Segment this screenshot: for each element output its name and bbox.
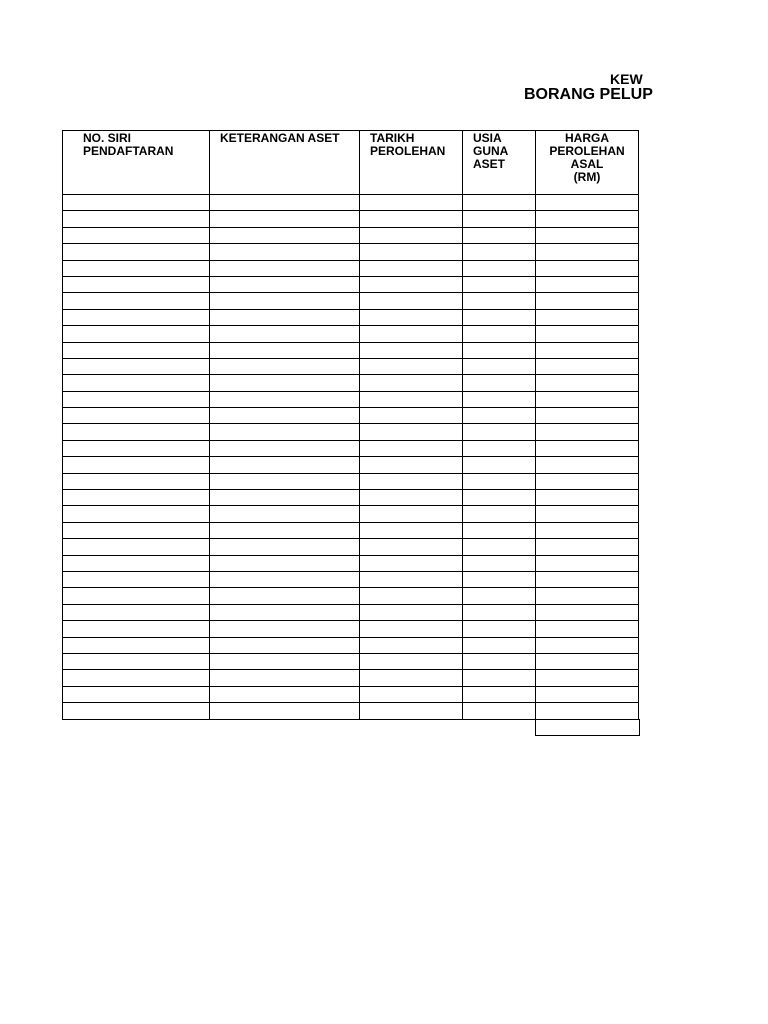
column-header-label: NO. SIRI PENDAFTARAN [83, 131, 174, 158]
cell-acquisition-date[interactable] [360, 260, 463, 276]
cell-useful-life[interactable] [463, 621, 536, 637]
cell-acquisition-date[interactable] [360, 490, 463, 506]
cell-acquisition-date[interactable] [360, 375, 463, 391]
cell-useful-life[interactable] [463, 358, 536, 374]
table-row [63, 539, 639, 555]
cell-original-cost[interactable] [536, 473, 639, 489]
total-cost-cell[interactable] [535, 719, 640, 736]
cell-useful-life[interactable] [463, 506, 536, 522]
cell-acquisition-date[interactable] [360, 621, 463, 637]
cell-serial-no[interactable] [63, 506, 210, 522]
cell-useful-life[interactable] [463, 539, 536, 555]
form-heading [300, 68, 653, 108]
cell-description[interactable] [210, 342, 360, 358]
cell-useful-life[interactable] [463, 227, 536, 243]
cell-description[interactable] [210, 424, 360, 440]
column-header-description [210, 131, 360, 195]
cell-original-cost[interactable] [536, 358, 639, 374]
cell-useful-life[interactable] [463, 375, 536, 391]
cell-useful-life[interactable] [463, 555, 536, 571]
table-row [63, 195, 639, 211]
table-row [63, 522, 639, 538]
cell-useful-life[interactable] [463, 408, 536, 424]
cell-serial-no[interactable] [63, 375, 210, 391]
cell-useful-life[interactable] [463, 440, 536, 456]
cell-original-cost[interactable] [536, 260, 639, 276]
cell-description[interactable] [210, 621, 360, 637]
cell-description[interactable] [210, 457, 360, 473]
cell-serial-no[interactable] [63, 522, 210, 538]
cell-original-cost[interactable] [536, 391, 639, 407]
table-row [63, 555, 639, 571]
cell-acquisition-date[interactable] [360, 539, 463, 555]
cell-description[interactable] [210, 440, 360, 456]
cell-acquisition-date[interactable] [360, 506, 463, 522]
cell-description[interactable] [210, 555, 360, 571]
cell-useful-life[interactable] [463, 522, 536, 538]
cell-original-cost[interactable] [536, 276, 639, 292]
cell-acquisition-date[interactable] [360, 309, 463, 325]
cell-useful-life[interactable] [463, 686, 536, 702]
cell-description[interactable] [210, 686, 360, 702]
table-row [63, 211, 639, 227]
cell-original-cost[interactable] [536, 653, 639, 669]
cell-useful-life[interactable] [463, 391, 536, 407]
cell-acquisition-date[interactable] [360, 555, 463, 571]
cell-serial-no[interactable] [63, 391, 210, 407]
cell-serial-no[interactable] [63, 703, 210, 719]
cell-serial-no[interactable] [63, 358, 210, 374]
table-row [63, 326, 639, 342]
table-row [63, 637, 639, 653]
table-row [63, 342, 639, 358]
cell-original-cost[interactable] [536, 408, 639, 424]
cell-original-cost[interactable] [536, 244, 639, 260]
cell-acquisition-date[interactable] [360, 293, 463, 309]
cell-useful-life[interactable] [463, 490, 536, 506]
cell-serial-no[interactable] [63, 260, 210, 276]
cell-original-cost[interactable] [536, 686, 639, 702]
cell-original-cost[interactable] [536, 621, 639, 637]
table-row [63, 260, 639, 276]
table-row [63, 358, 639, 374]
table-row [63, 703, 639, 719]
cell-useful-life[interactable] [463, 457, 536, 473]
table-row [63, 621, 639, 637]
cell-useful-life[interactable] [463, 637, 536, 653]
cell-acquisition-date[interactable] [360, 588, 463, 604]
cell-serial-no[interactable] [63, 539, 210, 555]
cell-acquisition-date[interactable] [360, 703, 463, 719]
cell-serial-no[interactable] [63, 621, 210, 637]
cell-serial-no[interactable] [63, 244, 210, 260]
cell-serial-no[interactable] [63, 309, 210, 325]
cell-serial-no[interactable] [63, 424, 210, 440]
cell-serial-no[interactable] [63, 195, 210, 211]
cell-serial-no[interactable] [63, 490, 210, 506]
cell-original-cost[interactable] [536, 227, 639, 243]
cell-useful-life[interactable] [463, 195, 536, 211]
cell-useful-life[interactable] [463, 424, 536, 440]
cell-description[interactable] [210, 358, 360, 374]
cell-useful-life[interactable] [463, 211, 536, 227]
table-row [63, 375, 639, 391]
cell-description[interactable] [210, 391, 360, 407]
cell-original-cost[interactable] [536, 670, 639, 686]
cell-description[interactable] [210, 293, 360, 309]
cell-description[interactable] [210, 522, 360, 538]
table-row [63, 604, 639, 620]
cell-original-cost[interactable] [536, 293, 639, 309]
cell-description[interactable] [210, 260, 360, 276]
cell-acquisition-date[interactable] [360, 637, 463, 653]
cell-acquisition-date[interactable] [360, 358, 463, 374]
cell-original-cost[interactable] [536, 522, 639, 538]
cell-acquisition-date[interactable] [360, 473, 463, 489]
cell-acquisition-date[interactable] [360, 244, 463, 260]
column-header-original-cost [536, 131, 639, 195]
cell-useful-life[interactable] [463, 326, 536, 342]
column-header-label: HARGA PEROLEHAN ASAL (RM) [549, 131, 625, 184]
cell-acquisition-date[interactable] [360, 408, 463, 424]
cell-description[interactable] [210, 244, 360, 260]
cell-original-cost[interactable] [536, 571, 639, 587]
cell-serial-no[interactable] [63, 408, 210, 424]
cell-acquisition-date[interactable] [360, 424, 463, 440]
cell-original-cost[interactable] [536, 588, 639, 604]
cell-useful-life[interactable] [463, 293, 536, 309]
cell-description[interactable] [210, 326, 360, 342]
cell-description[interactable] [210, 571, 360, 587]
cell-acquisition-date[interactable] [360, 653, 463, 669]
column-header-useful-life [463, 131, 536, 195]
cell-serial-no[interactable] [63, 326, 210, 342]
cell-serial-no[interactable] [63, 457, 210, 473]
cell-acquisition-date[interactable] [360, 571, 463, 587]
table-row [63, 440, 639, 456]
cell-serial-no[interactable] [63, 653, 210, 669]
cell-serial-no[interactable] [63, 293, 210, 309]
table-row [63, 276, 639, 292]
cell-serial-no[interactable] [63, 637, 210, 653]
cell-description[interactable] [210, 195, 360, 211]
cell-original-cost[interactable] [536, 342, 639, 358]
cell-description[interactable] [210, 637, 360, 653]
cell-useful-life[interactable] [463, 703, 536, 719]
cell-description[interactable] [210, 604, 360, 620]
cell-acquisition-date[interactable] [360, 211, 463, 227]
cell-acquisition-date[interactable] [360, 440, 463, 456]
table-body [63, 195, 639, 720]
cell-serial-no[interactable] [63, 604, 210, 620]
cell-serial-no[interactable] [63, 571, 210, 587]
cell-serial-no[interactable] [63, 555, 210, 571]
cell-original-cost[interactable] [536, 326, 639, 342]
cell-useful-life[interactable] [463, 653, 536, 669]
cell-useful-life[interactable] [463, 342, 536, 358]
cell-useful-life[interactable] [463, 670, 536, 686]
cell-original-cost[interactable] [536, 424, 639, 440]
form-code-title: KEW [610, 71, 643, 87]
cell-acquisition-date[interactable] [360, 522, 463, 538]
table-row [63, 670, 639, 686]
table-row [63, 506, 639, 522]
cell-serial-no[interactable] [63, 342, 210, 358]
table-row [63, 408, 639, 424]
cell-description[interactable] [210, 490, 360, 506]
cell-serial-no[interactable] [63, 440, 210, 456]
cell-serial-no[interactable] [63, 473, 210, 489]
cell-original-cost[interactable] [536, 490, 639, 506]
cell-acquisition-date[interactable] [360, 326, 463, 342]
cell-description[interactable] [210, 588, 360, 604]
table-row [63, 293, 639, 309]
column-header-serial-no [63, 131, 210, 195]
cell-description[interactable] [210, 703, 360, 719]
cell-original-cost[interactable] [536, 375, 639, 391]
cell-original-cost[interactable] [536, 539, 639, 555]
column-header-label: USIA GUNA ASET [473, 131, 509, 171]
cell-acquisition-date[interactable] [360, 227, 463, 243]
cell-original-cost[interactable] [536, 211, 639, 227]
cell-description[interactable] [210, 227, 360, 243]
cell-original-cost[interactable] [536, 457, 639, 473]
cell-serial-no[interactable] [63, 686, 210, 702]
cell-original-cost[interactable] [536, 555, 639, 571]
table-row [63, 653, 639, 669]
cell-useful-life[interactable] [463, 473, 536, 489]
table-row [63, 391, 639, 407]
cell-description[interactable] [210, 653, 360, 669]
table-row [63, 309, 639, 325]
cell-acquisition-date[interactable] [360, 391, 463, 407]
cell-description[interactable] [210, 309, 360, 325]
cell-description[interactable] [210, 539, 360, 555]
column-header-label: KETERANGAN ASET [220, 131, 340, 145]
cell-acquisition-date[interactable] [360, 670, 463, 686]
table-row [63, 457, 639, 473]
cell-original-cost[interactable] [536, 604, 639, 620]
cell-description[interactable] [210, 211, 360, 227]
cell-useful-life[interactable] [463, 244, 536, 260]
table-row [63, 588, 639, 604]
cell-useful-life[interactable] [463, 309, 536, 325]
column-header-acquisition-date [360, 131, 463, 195]
cell-original-cost[interactable] [536, 506, 639, 522]
table-row [63, 686, 639, 702]
column-header-label: TARIKH PEROLEHAN [370, 131, 446, 158]
cell-description[interactable] [210, 473, 360, 489]
cell-original-cost[interactable] [536, 195, 639, 211]
cell-original-cost[interactable] [536, 637, 639, 653]
cell-acquisition-date[interactable] [360, 604, 463, 620]
cell-useful-life[interactable] [463, 604, 536, 620]
cell-description[interactable] [210, 408, 360, 424]
cell-original-cost[interactable] [536, 703, 639, 719]
cell-acquisition-date[interactable] [360, 276, 463, 292]
cell-serial-no[interactable] [63, 588, 210, 604]
table-row [63, 227, 639, 243]
cell-useful-life[interactable] [463, 276, 536, 292]
table-row [63, 424, 639, 440]
cell-acquisition-date[interactable] [360, 457, 463, 473]
cell-description[interactable] [210, 375, 360, 391]
cell-serial-no[interactable] [63, 670, 210, 686]
table-row [63, 571, 639, 587]
cell-description[interactable] [210, 506, 360, 522]
cell-description[interactable] [210, 670, 360, 686]
table-row [63, 244, 639, 260]
cell-serial-no[interactable] [63, 276, 210, 292]
table-row [63, 473, 639, 489]
table-header-row [63, 131, 639, 195]
cell-acquisition-date[interactable] [360, 195, 463, 211]
cell-description[interactable] [210, 276, 360, 292]
cell-acquisition-date[interactable] [360, 686, 463, 702]
cell-serial-no[interactable] [63, 211, 210, 227]
cell-useful-life[interactable] [463, 588, 536, 604]
cell-original-cost[interactable] [536, 309, 639, 325]
cell-original-cost[interactable] [536, 440, 639, 456]
cell-useful-life[interactable] [463, 260, 536, 276]
asset-table [62, 130, 639, 720]
cell-acquisition-date[interactable] [360, 342, 463, 358]
table-row [63, 490, 639, 506]
cell-useful-life[interactable] [463, 571, 536, 587]
form-name-title: BORANG PELUP [524, 86, 653, 103]
cell-serial-no[interactable] [63, 227, 210, 243]
